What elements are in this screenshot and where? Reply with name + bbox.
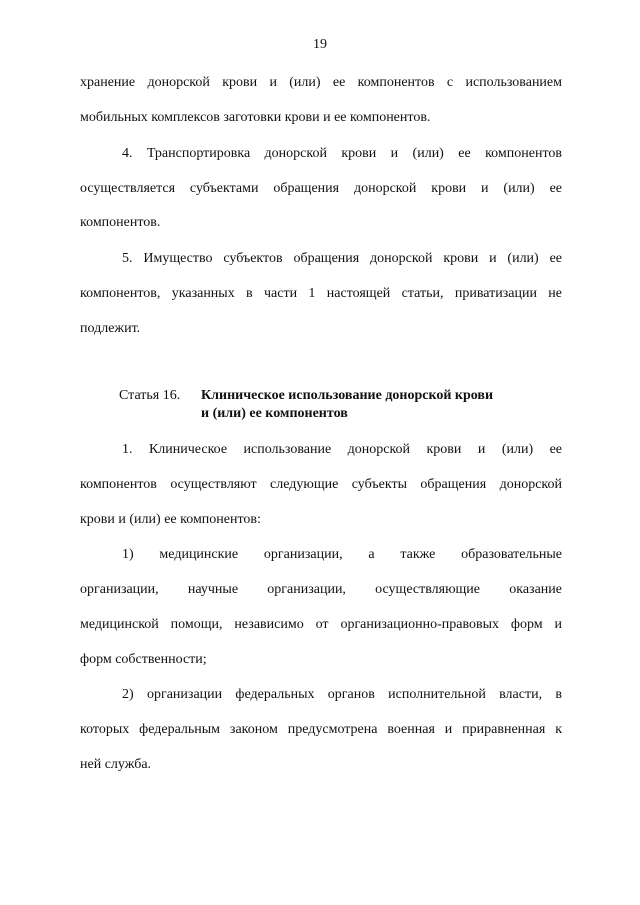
text-line: компонентов. xyxy=(80,215,161,230)
text-line: ней служба. xyxy=(80,757,152,772)
text-line: осуществляется субъектами обращения донорской крови и (или) ее xyxy=(80,181,562,196)
page-number: 19 xyxy=(313,37,327,52)
text-line: которых федеральным законом предусмотрена военная и приравненная к xyxy=(80,722,562,737)
article-title-line: Клиническое использование донорской крови xyxy=(201,388,494,403)
text-line: подлежит. xyxy=(80,321,141,336)
text-line: 1. Клиническое использование донорской крови и (или) ее xyxy=(122,442,562,457)
text-line: 1) медицинские организации, а также образовательные xyxy=(122,547,562,562)
text-line: хранение донорской крови и (или) ее компонентов с использованием xyxy=(80,75,562,90)
text-line: компонентов осуществляют следующие субъекты обращения донорской xyxy=(80,477,562,492)
text-line: организации, научные организации, осуществляющие оказание xyxy=(80,582,562,597)
text-line: крови и (или) ее компонентов: xyxy=(80,512,261,527)
text-line: форм собственности; xyxy=(80,652,207,667)
text-line: 5. Имущество субъектов обращения донорской крови и (или) ее xyxy=(122,251,562,266)
text-line: компонентов, указанных в части 1 настоящей статьи, приватизации не xyxy=(80,286,562,301)
article-label: Статья 16. xyxy=(119,388,181,403)
text-line: медицинской помощи, независимо от организационно-правовых форм и xyxy=(80,617,562,632)
text-line: мобильных комплексов заготовки крови и ее компонентов. xyxy=(80,110,431,125)
article-title-line: и (или) ее компонентов xyxy=(201,406,348,421)
text-line: 4. Транспортировка донорской крови и (или) ее компонентов xyxy=(122,146,562,161)
text-line: 2) организации федеральных органов исполнительной власти, в xyxy=(122,687,562,702)
